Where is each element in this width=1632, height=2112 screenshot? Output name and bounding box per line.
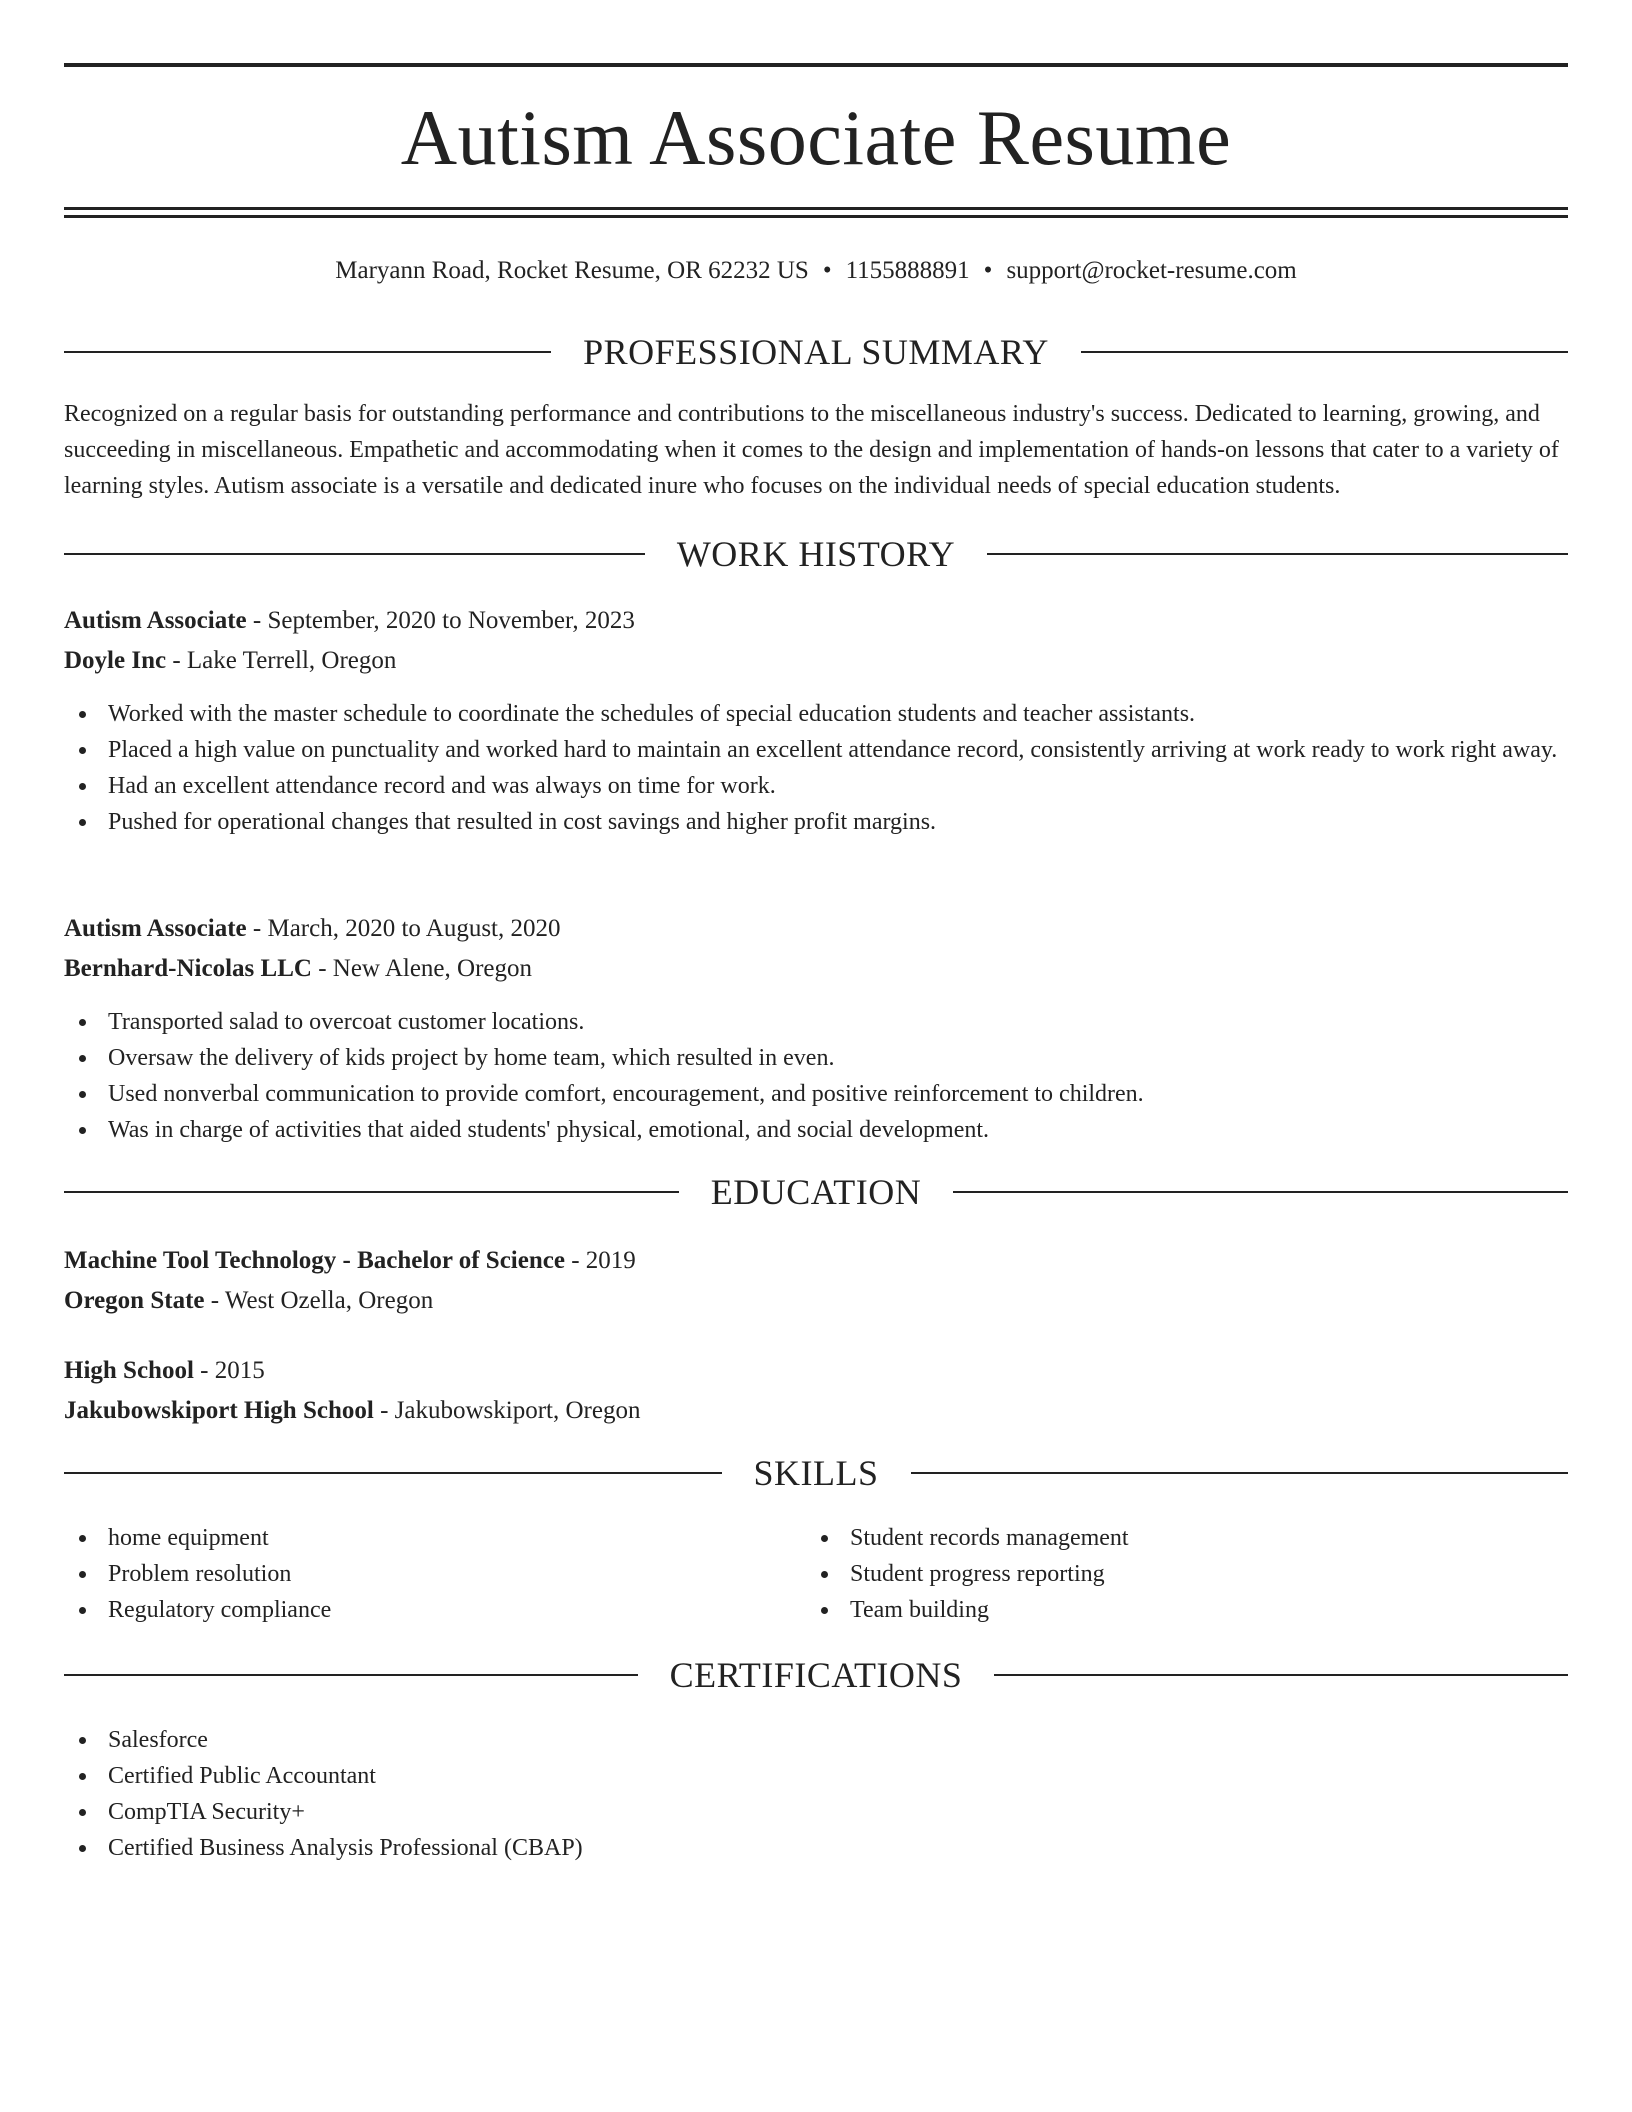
- job-duties-list: [64, 696, 1568, 840]
- job-company-line: [64, 643, 1568, 679]
- section-heading-work: [64, 532, 1568, 576]
- heading-rule-right: [987, 553, 1568, 555]
- section-title-certifications: CERTIFICATIONS: [669, 1655, 963, 1695]
- section-title-education: EDUCATION: [710, 1172, 922, 1212]
- list-item: Used nonverbal communication to provide comfort, encouragement, and positive reinforcement to children.: [64, 1076, 1568, 1112]
- section-title-summary: PROFESSIONAL SUMMARY: [583, 332, 1049, 372]
- heading-rule-left: [64, 553, 645, 555]
- list-item: Had an excellent attendance record and was always on time for work.: [64, 768, 1568, 804]
- job-location: - New Alene, Oregon: [311, 955, 533, 982]
- certifications-list: [64, 1722, 1568, 1866]
- list-item: Certified Business Analysis Professional (CBAP): [64, 1830, 1568, 1866]
- job-location: - Lake Terrell, Oregon: [166, 647, 397, 674]
- school-location: - West Ozella, Oregon: [204, 1287, 434, 1314]
- school-line: [64, 1283, 1568, 1319]
- job-title: Autism Associate: [64, 607, 247, 634]
- skills-list-right: [806, 1520, 1506, 1628]
- job-title-line: [64, 603, 1568, 639]
- list-item: Team building: [806, 1592, 1506, 1628]
- job-title: Autism Associate: [64, 915, 247, 942]
- section-heading-skills: [64, 1451, 1568, 1495]
- list-item: Certified Public Accountant: [64, 1758, 1568, 1794]
- school-line: [64, 1393, 1568, 1429]
- degree-year: - 2015: [193, 1357, 265, 1384]
- school-name: Oregon State: [64, 1287, 205, 1314]
- heading-rule-left: [64, 1472, 722, 1474]
- section-heading-summary: [64, 330, 1568, 374]
- section-heading-education: [64, 1170, 1568, 1214]
- list-item: Transported salad to overcoat customer locations.: [64, 1004, 1568, 1040]
- list-item: Problem resolution: [64, 1556, 764, 1592]
- list-item: Salesforce: [64, 1722, 1568, 1758]
- list-item: home equipment: [64, 1520, 764, 1556]
- heading-rule-right: [953, 1191, 1568, 1193]
- list-item: Oversaw the delivery of kids project by home team, which resulted in even.: [64, 1040, 1568, 1076]
- school-name: Jakubowskiport High School: [64, 1397, 374, 1424]
- job-title-line: [64, 911, 1568, 947]
- degree-line: [64, 1243, 1568, 1279]
- list-item: CompTIA Security+: [64, 1794, 1568, 1830]
- job-dates: - March, 2020 to August, 2020: [246, 915, 561, 942]
- page-title: Autism Associate Resume: [400, 94, 1232, 181]
- school-location: - Jakubowskiport, Oregon: [373, 1397, 641, 1424]
- degree-name: Machine Tool Technology - Bachelor of Science: [64, 1247, 565, 1274]
- heading-rule-left: [64, 351, 551, 353]
- job-company: Doyle Inc: [64, 647, 167, 674]
- heading-rule-right: [994, 1674, 1568, 1676]
- section-title-work: WORK HISTORY: [676, 534, 956, 574]
- list-item: Worked with the master schedule to coordinate the schedules of special education students and teacher assistants.: [64, 696, 1568, 732]
- contact-separator: •: [983, 257, 993, 284]
- contact-address: Maryann Road, Rocket Resume, OR 62232 US: [335, 257, 809, 284]
- list-item: Placed a high value on punctuality and worked hard to maintain an excellent attendance record, consistently arriving at work ready to work right away.: [64, 732, 1568, 768]
- title-bottom-double-rule: [64, 207, 1568, 218]
- list-item: Student progress reporting: [806, 1556, 1506, 1592]
- list-item: Was in charge of activities that aided students' physical, emotional, and social development.: [64, 1112, 1568, 1148]
- heading-rule-right: [1081, 351, 1568, 353]
- contact-email: support@rocket-resume.com: [1006, 257, 1297, 284]
- job-dates: - September, 2020 to November, 2023: [246, 607, 635, 634]
- degree-line: [64, 1353, 1568, 1389]
- heading-rule-left: [64, 1191, 679, 1193]
- contact-separator: •: [822, 257, 832, 284]
- heading-rule-left: [64, 1674, 638, 1676]
- degree-year: - 2019: [564, 1247, 636, 1274]
- job-company-line: [64, 951, 1568, 987]
- contact-line: [64, 254, 1568, 288]
- title-top-rule: [64, 63, 1568, 67]
- degree-name: High School: [64, 1357, 194, 1384]
- heading-rule-right: [911, 1472, 1569, 1474]
- list-item: Regulatory compliance: [64, 1592, 764, 1628]
- skills-list-left: [64, 1520, 764, 1628]
- job-duties-list: [64, 1004, 1568, 1148]
- list-item: Pushed for operational changes that resulted in cost savings and higher profit margins.: [64, 804, 1568, 840]
- contact-phone: 1155888891: [845, 257, 970, 284]
- section-heading-certifications: [64, 1653, 1568, 1697]
- list-item: Student records management: [806, 1520, 1506, 1556]
- job-company: Bernhard-Nicolas LLC: [64, 955, 312, 982]
- summary-text: Recognized on a regular basis for outstanding performance and contributions to the miscellaneous industry's success. Dedicated to learning, growing, and succeeding in miscellaneous. Empathetic and accommodating when it comes to the design and implementation of hands-on lessons that cater to a variety of learning styles. Autism associate is a versatile and dedicated inure who focuses on the individual needs of special education students.: [64, 401, 1559, 499]
- section-title-skills: SKILLS: [753, 1453, 879, 1493]
